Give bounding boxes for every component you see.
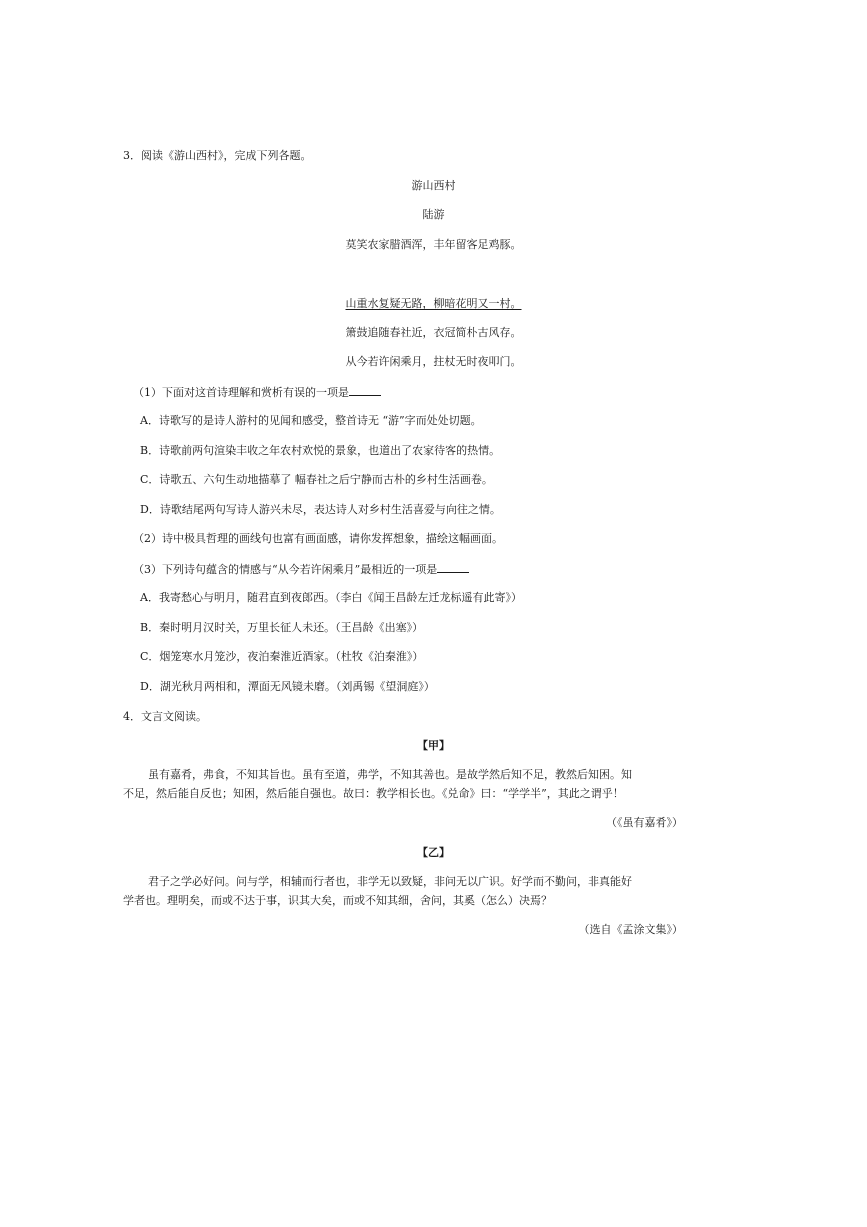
sub-question-1-stem: （1）下面对这首诗理解和赏析有误的一项是 — [133, 386, 349, 399]
underlined-text: 山重水复疑无路，柳暗花明又一村。 — [345, 297, 522, 310]
passage-yi-source: （选自《孟涂文集》） — [578, 923, 683, 936]
question-4-intro: 4．文言文阅读。 — [123, 710, 207, 723]
poem-title: 游山西村 — [411, 179, 456, 192]
passage-jia-line-1: 虽有嘉肴，弗食，不知其旨也。虽有至道，弗学，不知其善也。是故学然后知不足，教然后知困。知 — [148, 768, 632, 781]
sub3-option-d: D．湖光秋月两相和，潭面无风镜未磨。（刘禹锡《望洞庭》） — [140, 680, 435, 693]
sub-question-3-stem: （3）下列诗句蕴含的情感与“从今若许闲乘月”最相近的一项是 — [133, 563, 438, 576]
answer-blank[interactable] — [437, 562, 469, 573]
passage-yi-line-1: 君子之学必好问。问与学，相辅而行者也，非学无以致疑，非问无以广识。好学而不勤问，非真能好 — [148, 875, 632, 888]
question-3-intro: 3．阅读《游山西村》，完成下列各题。 — [123, 149, 312, 162]
sub-question-3 — [133, 562, 469, 577]
sub-question-2: （2）诗中极具哲理的画线句也富有画面感，请你发挥想象，描绘这幅画面。 — [133, 532, 503, 545]
passage-yi-line-2: 学者也。理明矣，而或不达于事，识其大矣，而或不知其细，舍问，其奚（怎么）决焉？ — [123, 894, 552, 907]
passage-jia-source: （《虽有嘉肴》） — [606, 816, 683, 829]
sub1-option-b: B．诗歌前两句渲染丰收之年农村欢悦的景象，也道出了农家待客的热情。 — [140, 444, 501, 457]
sub3-option-b: B．秦时明月汉时关，万里长征人未还。（王昌龄《出塞》） — [140, 621, 424, 634]
poem-author: 陆游 — [422, 208, 445, 221]
poem-line-2-underlined — [0, 297, 867, 311]
poem-line-4: 从今若许闲乘月，拄杖无时夜叩门。 — [345, 355, 522, 368]
passage-yi-heading: 【乙】 — [417, 846, 450, 859]
answer-blank[interactable] — [349, 385, 381, 396]
passage-jia-line-2: 不足，然后能自反也；知困，然后能自强也。故曰：教学相长也。《兑命》曰：“学学半”，其此之谓乎！ — [123, 787, 624, 800]
sub1-option-c: C．诗歌五、六句生动地描摹了 幅春社之后宁静而古朴的乡村生活画卷。 — [140, 473, 493, 486]
sub1-option-a: A．诗歌写的是诗人游村的见闻和感受，整首诗无 “游”字而处处切题。 — [140, 414, 482, 427]
poem-line-1: 莫笑农家腊酒浑，丰年留客足鸡豚。 — [345, 238, 522, 251]
sub3-option-a: A．我寄愁心与明月，随君直到夜郎西。（李白《闻王昌龄左迁龙标遥有此寄》） — [140, 591, 522, 604]
sub-question-1 — [133, 385, 381, 400]
sub3-option-c: C．烟笼寒水月笼沙，夜泊秦淮近酒家。（杜牧《泊秦淮》） — [140, 650, 424, 663]
sub1-option-d: D．诗歌结尾两句写诗人游兴未尽，表达诗人对乡村生活喜爱与向往之情。 — [140, 503, 501, 516]
passage-jia-heading: 【甲】 — [417, 739, 450, 752]
poem-line-3: 箫鼓追随春社近，衣冠简朴古风存。 — [345, 326, 522, 339]
